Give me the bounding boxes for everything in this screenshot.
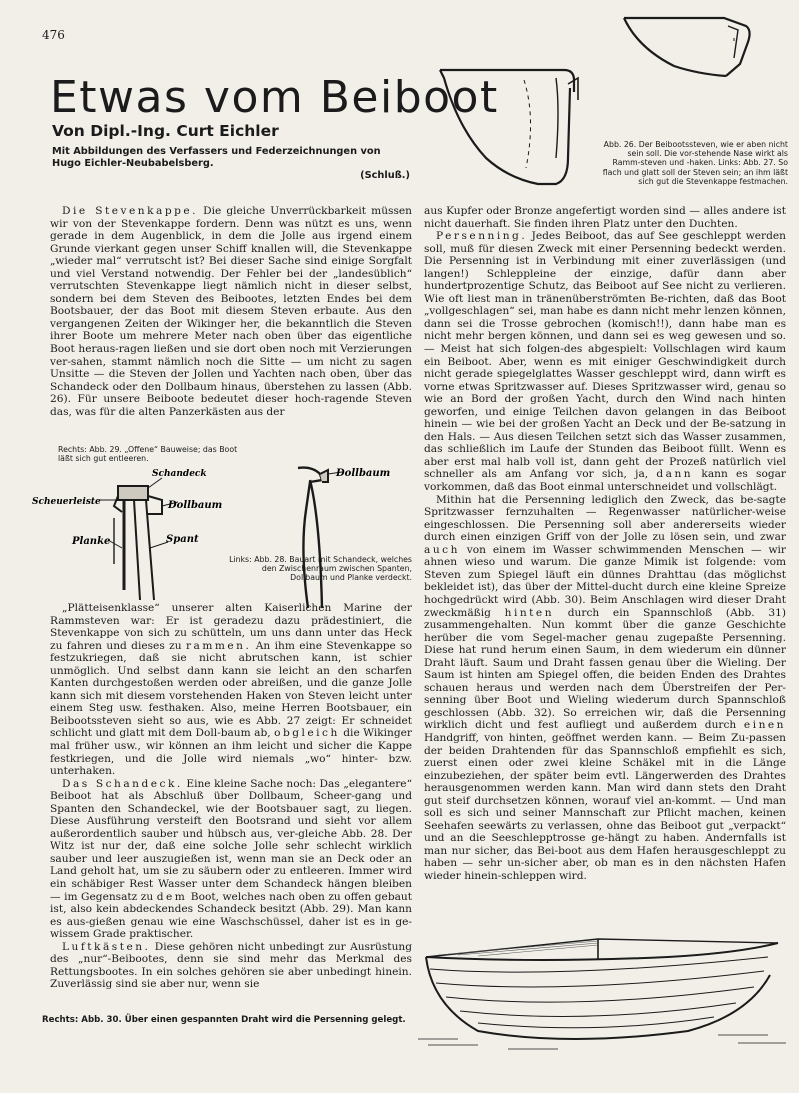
intro-note bbox=[52, 146, 412, 182]
mithin-text-d: Handgriff, von hinten, geöffnet werden kann. — Beim Zu-passen der beiden Drahtenden für das Spannschloß empfiehlt es sich, zuerst einen oder zwei kleine Schäkel mit in die Länge einzubeziehen, der später beim evtl. Längerwerden des Drahtes herausgenommen werden kann. Man wird dann stets den Draht gut steif durchsetzen können, worauf viel an-kommt. — Und man soll es sich und seiner Mannschaft zur Pflicht machen, keinen Seehafen seewärts zu verlassen, ohne das Beiboot gut „verpackt“ und an die Seeschlepptrosse ge-hängt zu haben. Andernfalls ist man nur sicher, das Bei-boot aus dem Hafen herausgeschleppt zu haben — sehr un-sicher aber, ob man es in den nächsten Hafen wieder hinein-schleppen wird. bbox=[424, 731, 786, 882]
plaetteisen-text-b: An ihm eine Stevenkappe so festzukriegen, daß sie nicht abrutschen kann, ist schier unmöglich. Und selbst dann kann sie leicht an den scharfen Kanten durchgestoßen werden oder abreißen, und die ganze Jolle kann sich mit diesem vorstehenden Haken von Steven leicht unter einem Steg usw. festhaken. Also, meine Herren Bootsbauer, ein Beibootssteven sieht so aus, wie es Abb. 27 zeigt: Er schneidet schlicht und glatt mit dem Doll-baum ab, bbox=[50, 639, 412, 740]
boat-drawing bbox=[418, 935, 790, 1055]
luftkaesten-text: Diese gehören nicht unbedingt zur Ausrüstung des „nur“-Beibootes, denn sie sind mehr das Merkmal des Rettungsbootes. In ein solches gehören sie aber unbedingt hinein. Zuverlässig sind sie aber nur, wenn sie bbox=[50, 940, 412, 991]
label-planke: Planke bbox=[72, 536, 111, 547]
label-spant: Spant bbox=[166, 534, 199, 545]
figure-29-caption: Rechts: Abb. 29. „Offene“ Bauweise; das Boot läßt sich gut entleeren. bbox=[58, 445, 238, 464]
section-persenning-heading: Persenning. bbox=[436, 230, 528, 243]
page-number: 476 bbox=[42, 28, 65, 42]
mithin-text-c: durch ein Spannschloß (Abb. 31) zusammengehalten. Nun kommt über die ganze Geschichte herüber die vom Segel-macher genau zugepaßte Persenning. Diese hat rund herum einen Saum, in dem wiederum ein dünner Draht läuft. Saum und Draht fassen genau über die Wieling. Der Saum ist hinten am Spiegel offen, die beiden Enden des Drahtes schauen heraus und werden nach dem Überstreifen der Per-senning über Boot und Wieling wiederum durch Spannschloß geschlossen (Abb. 32). So erreichen wir, daß die Persenning wirklich dicht und fest aufliegt und außerdem durch bbox=[424, 606, 786, 732]
article-title: Etwas vom Beiboot bbox=[50, 72, 499, 123]
label-scheuerleiste: Scheuerleiste bbox=[32, 497, 101, 507]
emph-hinten: hinten bbox=[504, 606, 555, 619]
left-column-top bbox=[50, 205, 412, 418]
label-dollbaum: Dollbaum bbox=[168, 500, 223, 511]
emph-auch: auch bbox=[424, 543, 460, 556]
emph-obgleich: obgleich bbox=[274, 727, 340, 740]
emph-rammen: rammen. bbox=[185, 639, 252, 652]
emph-dem: dem bbox=[156, 890, 188, 903]
schandeck-drawing bbox=[30, 460, 410, 610]
figure-28-caption: Links: Abb. 28. Bauart mit Schandeck, welches den Zwischenraum zwischen Spanten, Dollbaum und Planke verdeckt. bbox=[229, 555, 412, 583]
stevenkappe-text: Die gleiche Unverrückbarkeit müssen wir von der Stevenkappe fordern. Denn was nützt es uns, wenn gerade in dem Augenblick, in dem die Jolle aus irgend einem Grunde vierkant gegen unser Schiff knallen will, die Stevenkappe „wieder mal“ verrutscht ist? Bei dieser Sache sind einige Sorgfalt und viel Verstand notwendig. Der Fehler bei der „landesüblich“ verrutschten Stevenkappe liegt nämlich nicht in dieser selbst, sondern bei dem Steven des Beibootes, letzten Endes bei dem Bootsbauer, der das Boot mit diesem Steven erbaute. Aus den vergangenen Zeiten der Wikinger her, die bekanntlich die Steven ihrer Boote um mehrere Meter nach oben über das eigentliche Boot heraus-ragen ließen und sie dort oben noch mit Verzierungen ver-sahen, stammt nämlich noch die Sitte — um nicht zu sagen Unsitte — die Steven der Jollen und Yachten nach oben, über das Schandeck oder den Dollbaum hinaus, überstehen zu lassen (Abb. 26). Für unsere Beiboote bedeutet dieser hoch-ragende Steven das, was für die alten Panzerkästen aus der bbox=[50, 205, 412, 418]
luftkaesten-cont: aus Kupfer oder Bronze angefertigt worden sind — alles andere ist nicht dauerhaft. Sie finden ihren Platz unter den Duchten. bbox=[424, 205, 786, 230]
plaetteisen-text: „Plätteisenklasse“ unserer alten Kaiserlichen Marine der Rammsteven war: Er ist geradezu dazu prädestiniert, die Stevenkappe von sich zu schütteln, um uns dann unter das Heck zu fahren und dieses zu bbox=[50, 602, 412, 652]
section-schandeck-heading: Das Schandeck. bbox=[62, 777, 183, 790]
figure-28-29 bbox=[30, 460, 410, 610]
intro-text: Mit Abbildungen des Verfassers und Federzeichnungen von Hugo Eichler-Neubabelsberg. bbox=[52, 146, 381, 169]
plaetteisen-text-c: die Wikinger mal früher usw., wir können an ihm leicht und sicher die Kappe festkriegen, und die Jolle wird niemals „wo“ hinter- bzw. unterhaken. bbox=[50, 727, 412, 778]
intro-end: (Schluß.) bbox=[360, 170, 410, 181]
emph-einen: einen bbox=[743, 719, 786, 732]
figure-30 bbox=[418, 935, 790, 1055]
section-luftkaesten-heading: Luftkästen. bbox=[62, 940, 151, 953]
label-dollbaum-29: Dollbaum bbox=[336, 468, 391, 479]
section-stevenkappe-heading: Die Stevenkappe. bbox=[62, 205, 199, 217]
mithin-text-b: von einem im Wasser schwimmenden Menschen — wir ahnen wieso und warum. Die ganze Mimik ist folgende: vom Steven zum Spiegel läuft ein dünnes Drahttau (das möglichst bekleidet ist), das über der Mittel-ducht durch eine kleine Spreize hochgedrückt wird (Abb. 30). Beim Anschlagen wird dieser Draht zweckmäßig bbox=[424, 543, 786, 619]
schandeck-text-b: Boot, welches nach oben zu offen gebaut ist, also kein abdeckendes Schandeck besitzt (Abb. 29). Man kann es aus-gießen genau wie eine Waschschüssel, daher ist es in ge-wissem Grade praktischer. bbox=[50, 890, 413, 941]
left-column-bottom bbox=[50, 602, 412, 991]
label-schandeck: Schandeck bbox=[152, 469, 207, 479]
figure-26-27-caption: Abb. 26. Der Beibootssteven, wie er aben nicht sein soll. Die vor-stehende Nase wirkt als Ramm-steven und -haken. Links: Abb. 27. So flach und glatt soll der Steven sein; an ihm läßt sich gut die Stevenkappe festmachen. bbox=[602, 140, 788, 186]
mithin-text: Mithin hat die Persenning lediglich den Zweck, das be-sagte Spritzwasser fernzuhalten — Regenwasser natürlicher-weise eingeschlossen. Die Persenning soll aber andererseits wieder durch einen einzigen Griff von der Jolle zu lösen sein, und zwar bbox=[424, 493, 786, 544]
right-column bbox=[424, 205, 786, 883]
persenning-text: Jedes Beiboot, das auf See geschleppt werden soll, muß für diesen Zweck mit einer Persenning bedeckt werden. Die Persenning ist in Verbindung mit einer zuverlässigen (und langen!) Schleppleine der einzige, dafür dann aber hundertprozentige Schutz, das Beiboot auf See nicht zu verlieren. Wie oft liest man in tränenüberströmten Be-richten, daß das Boot „vollgeschlagen“ sei, man habe es dann nicht mehr lenzen können, dann sei die Trosse gebrochen (komisch!!), dann habe man es nicht mehr bergen können, und dann sei es weg gewesen und so. — Meist hat sich folgen-des abgespielt: Vollschlagen wird kaum ein Beiboot. Aber, wenn es mit einiger Geschwindigkeit durch nicht gerade spiegelglattes Wasser geschleppt wird, dann wirft es vorne etwas Spritzwasser auf. Dieses Spritzwasser wird, genau so wie an Bord der großen Yacht, durch den Wind nach hinten geworfen, und einige Teilchen davon gelangen in das Beiboot hinein — wie bei der großen Yacht an Deck und der Be-satzung in den Hals. — Aus diesen Teilchen setzt sich das Wasser zusammen, das schließlich im Laufe der Stunden das Beiboot füllt. Wenn es aber erst mal halb voll ist, dann geht der Prozeß natürlich viel schneller als am Anfang vor sich, ja, bbox=[424, 230, 786, 481]
persenning-text-b: kann es sogar vorkommen, daß das Boot einmal unterschneidet und vollschlägt. bbox=[424, 468, 786, 494]
byline: Von Dipl.-Ing. Curt Eichler bbox=[52, 122, 279, 140]
schandeck-text: Eine kleine Sache noch: Das „elegantere“ Beiboot hat als Abschluß über Dollbaum, Scheer-gang und Spanten den Schandeckel, wie der Bootsbauer sagt, zu liegen. Diese Ausführung versteift den Bootsrand und sieht vor allem außerordentlich sauber und hübsch aus, ver-gleiche Abb. 28. Der Witz ist nur der, daß eine solche Jolle sehr schlecht wirklich sauber und leer auszugießen ist, wenn man sie an Deck oder an Land geholt hat, um sie zu säubern oder zu entleeren. Immer wird ein schäbiger Rest Wasser unter dem Schandeck hängen bleiben — im Gegensatz zu bbox=[50, 777, 412, 903]
emph-dann: dann bbox=[656, 468, 694, 481]
figure-30-caption: Rechts: Abb. 30. Über einen gespannten Draht wird die Persenning gelegt. bbox=[42, 1015, 406, 1025]
